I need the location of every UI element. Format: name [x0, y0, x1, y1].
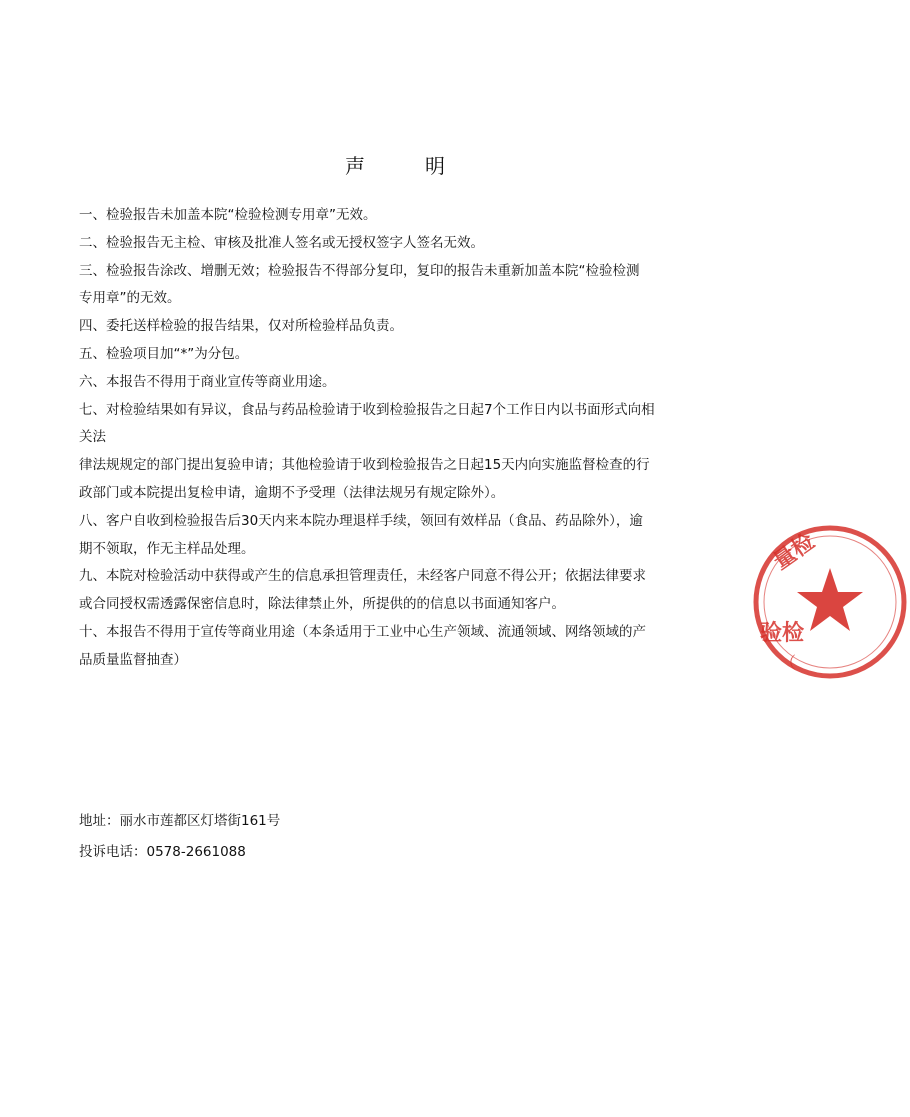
- statement-line: 关法: [79, 429, 106, 446]
- footer-contact: [79, 806, 280, 868]
- statement-line: 六、本报告不得用于商业宣传等商业用途。: [79, 373, 336, 390]
- svg-text:（: （: [780, 653, 797, 672]
- statement-line: 九、本院对检验活动中获得或产生的信息承担管理责任，未经客户同意不得公开；依据法律要求: [79, 568, 646, 585]
- statement-line: 七、对检验结果如有异议，食品与药品检验请于收到检验报告之日起7个工作日内以书面形式向相: [79, 401, 655, 418]
- page-title: 声 明: [345, 154, 465, 178]
- statement-line: 八、客户自收到检验报告后30天内来本院办理退样手续，领回有效样品（食品、药品除外），逾: [79, 512, 643, 529]
- statement-list: [79, 202, 719, 675]
- address-text: 地址：丽水市莲都区灯塔街161号: [79, 813, 281, 829]
- complaint-phone-text: 投诉电话：0578-2661088: [79, 844, 246, 860]
- svg-text:验检: 验检: [760, 620, 805, 646]
- statement-line: 一、检验报告未加盖本院“检验检测专用章”无效。: [79, 207, 377, 223]
- statement-line: 或合同授权需透露保密信息时，除法律禁止外，所提供的的信息以书面通知客户。: [79, 596, 565, 613]
- svg-text:量检: 量检: [768, 528, 820, 575]
- statement-line: 二、检验报告无主检、审核及批准人签名或无授权签字人签名无效。: [79, 234, 484, 251]
- statement-line: 四、委托送样检验的报告结果，仅对所检验样品负责。: [79, 318, 403, 335]
- statement-line: 十、本报告不得用于宣传等商业用途（本条适用于工业中心生产领域、流通领域、网络领域的产: [79, 623, 646, 640]
- statement-line: 专用章”的无效。: [79, 290, 181, 307]
- statement-line: 三、检验报告涂改、增删无效；检验报告不得部分复印，复印的报告未重新加盖本院“检验检测: [79, 262, 640, 279]
- statement-line: 五、检验项目加“*”为分包。: [79, 345, 249, 362]
- official-seal-stamp: [750, 522, 910, 682]
- statement-line: 期不领取，作无主样品处理。: [79, 540, 255, 557]
- statement-line: 政部门或本院提出复检申请，逾期不予受理（法律法规另有规定除外）。: [79, 484, 505, 501]
- statement-line: 品质量监督抽查）: [79, 651, 187, 668]
- statement-line: 律法规规定的部门提出复验申请；其他检验请于收到检验报告之日起15天内向实施监督检查的行: [79, 457, 650, 474]
